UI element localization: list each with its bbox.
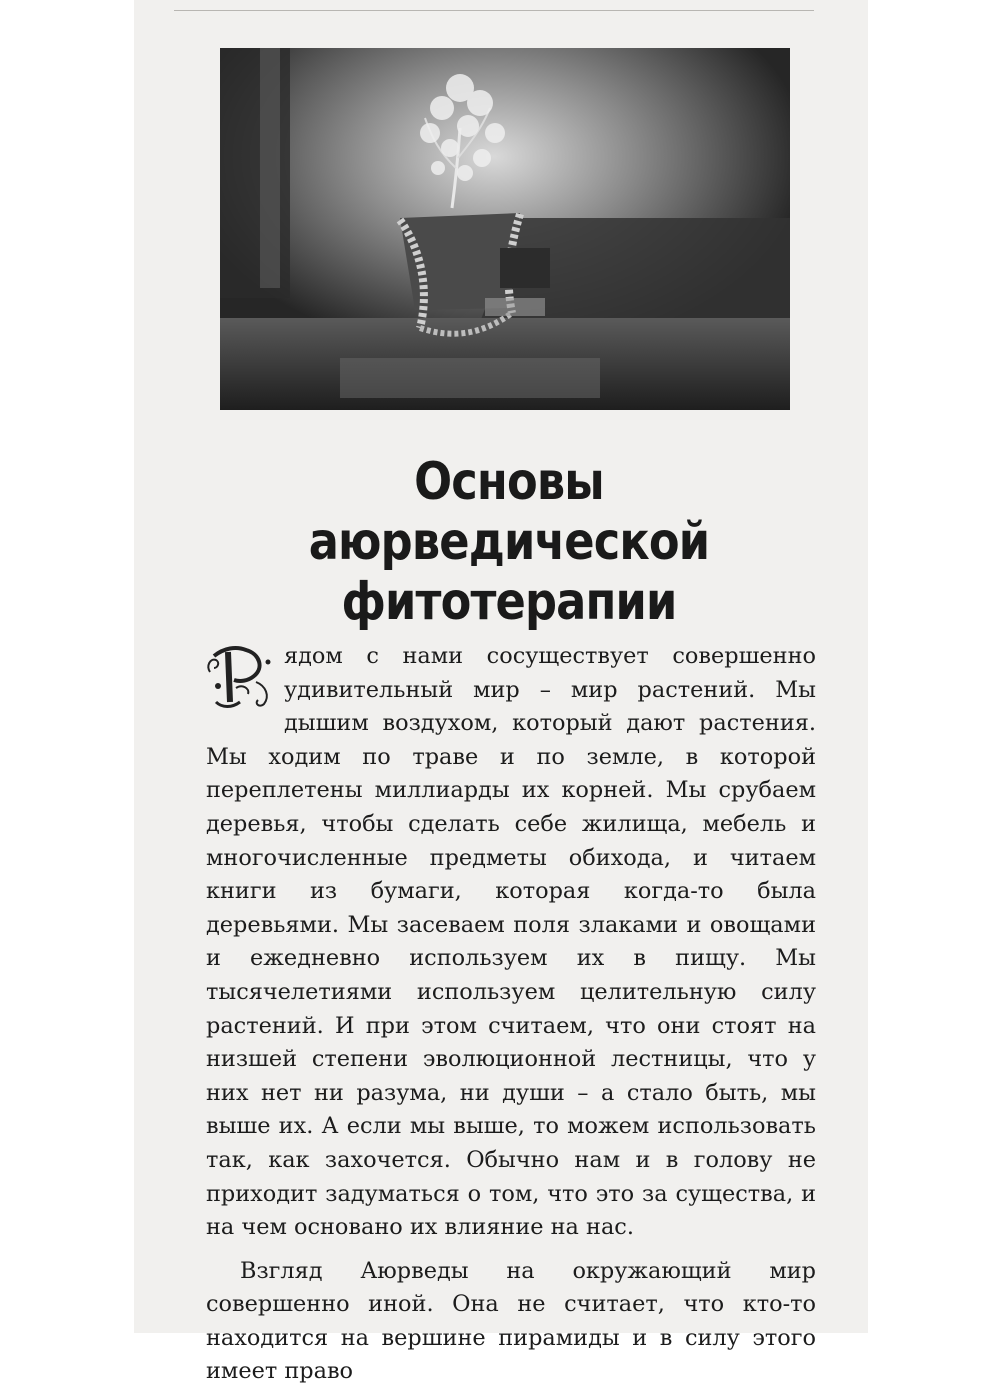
page-title <box>238 452 780 632</box>
plant-photo <box>220 48 790 410</box>
title-line-1: Основы аюрведической <box>308 452 710 572</box>
paragraph-2: Взгляд Аюрведы на окружающий мир совершенно иной. Она не считает, что кто-то находится на вершине пирамиды и в силу этого имеет право <box>206 1257 816 1385</box>
book-page <box>134 0 868 1385</box>
body-text <box>206 640 816 1389</box>
paragraph-1-text: ядом с нами сосуществует совершенно удивительный мир – мир растений. Мы дышим воздухом, который дают растения. Мы ходим по траве и по земле, в которой переплетены миллиарды их корней. Мы срубаем деревья, чтобы сделать себе жилища, мебель и многочисленные предметы обихода, и читаем книги из бумаги, которая когда-то была деревьями. Мы засеваем поля злаками и овощами и ежедневно используем их в пищу. Мы тысячелетиями используем целительную силу растений. И при этом считаем, что они стоят на низшей степени эволюционной лестницы, что у них нет ни разума, ни души – а стало быть, мы выше их. А если мы выше, то можем использовать так, как захочется. Обычно нам и в голову не приходит задуматься о том, что это за существа, и на чем основано их влияние на нас. <box>206 643 816 1241</box>
plant-photo-image <box>220 48 790 410</box>
paragraph-1 <box>206 640 816 1245</box>
header-rule <box>174 10 814 11</box>
title-line-2: фитотерапии <box>341 572 677 632</box>
dropcap-ornament-icon <box>206 642 280 712</box>
ornamental-dropcap <box>206 642 280 712</box>
